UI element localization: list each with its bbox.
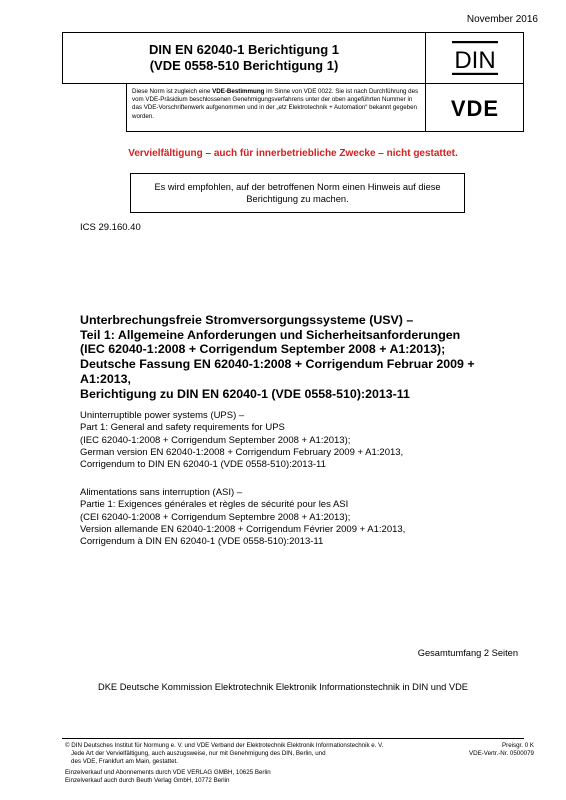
french-title: [80, 487, 540, 548]
german-title-line: (IEC 62040-1:2008 + Corrigendum September 2008 + A1:2013);: [80, 342, 446, 357]
copyright-line: des VDE, Frankfurt am Main, gestattet.: [71, 758, 178, 766]
vde-logo: [438, 96, 512, 120]
vde-regulation-note: [126, 84, 426, 132]
english-title-line: (IEC 62040-1:2008 + Corrigendum September 2008 + A1:2013);: [80, 434, 351, 446]
vde-logo-box: [426, 84, 524, 132]
footer-divider: [62, 738, 524, 739]
english-title-line: Part 1: General and safety requirements for UPS: [80, 422, 285, 434]
french-title-line: Alimentations sans interruption (ASI) –: [80, 487, 243, 498]
german-title-line: Deutsche Fassung EN 62040-1:2008 + Corrigendum Februar 2009 +: [80, 357, 475, 372]
sales-info: [65, 769, 271, 785]
copyright-line: © DIN Deutsches Institut für Normung e. V. und VDE Verband der Elektrotechnik Elektronik Informationstechnik e. V.: [65, 742, 384, 749]
price-group: Preisgr. 0 K: [502, 742, 534, 749]
french-title-line: Partie 1: Exigences générales et règles de sécurité pour les ASI: [80, 499, 349, 511]
copy-warning: Vervielfältigung – auch für innerbetriebliche Zwecke – nicht gestattet.: [128, 148, 458, 159]
french-title-line: (CEI 62040-1:2008 + Corrigendum Septembre 2008 + A1:2013);: [80, 511, 351, 523]
price-info: [469, 742, 534, 758]
copyright-line: Jede Art der Vervielfältigung, auch auszugsweise, nur mit Genehmigung des DIN, Berlin, und: [71, 750, 326, 758]
note-bold: VDE-Bestimmung: [212, 88, 265, 95]
english-title: [80, 410, 540, 471]
dke-commission: DKE Deutsche Kommission Elektrotechnik Elektronik Informationstechnik in DIN und VDE: [98, 682, 468, 692]
din-logo: [452, 40, 498, 76]
document-title-box: [62, 32, 426, 84]
ics-code: ICS 29.160.40: [80, 222, 141, 233]
issue-date: November 2016: [466, 14, 538, 25]
vde-contract-number: VDE-Vertr.-Nr. 0500079: [469, 750, 534, 758]
copyright-notice: [65, 742, 425, 767]
recommendation-text: Es wird empfohlen, auf der betroffenen Norm einen Hinweis auf diese Berichtigung zu machen.: [154, 182, 441, 204]
document-title: DIN EN 62040-1 Berichtigung 1: [149, 42, 339, 57]
german-title-line: Berichtigung zu DIN EN 62040-1 (VDE 0558-510):2013-11: [80, 386, 410, 401]
document-subtitle: (VDE 0558-510 Berichtigung 1): [149, 58, 339, 73]
din-logo-box: [426, 32, 524, 84]
vde-logo-text: VDE: [450, 95, 499, 120]
german-title: [80, 313, 540, 401]
english-title-line: Uninterruptible power systems (UPS) –: [80, 410, 245, 421]
english-title-line: Corrigendum to DIN EN 62040-1 (VDE 0558-510):2013-11: [80, 459, 326, 471]
german-title-line: Teil 1: Allgemeine Anforderungen und Sicherheitsanforderungen: [80, 327, 461, 342]
french-title-line: Corrigendum à DIN EN 62040-1 (VDE 0558-510):2013-11: [80, 536, 324, 548]
sales-line: Einzelverkauf und Abonnements durch VDE VERLAG GMBH, 10625 Berlin: [65, 769, 271, 776]
english-title-line: German version EN 62040-1:2008 + Corrigendum February 2009 + A1:2013,: [80, 446, 404, 458]
note-rest: im Sinne von VDE 0022. Sie ist nach Durchführung des vom VDE-Präsidium beschlossenen Genehmigungsverfahrens unter der oben angeführten Nummer in das VDE-Vorschriftenwerk aufgenommen und in der „etz Elektrotechnik + Automation“ bekannt gegeben worden.: [132, 88, 419, 120]
note-prefix: Diese Norm ist zugleich eine: [132, 88, 213, 95]
german-title-line: Unterbrechungsfreie Stromversorgungssysteme (USV) –: [80, 313, 414, 327]
recommendation-box: [130, 173, 465, 213]
sales-line: Einzelverkauf auch durch Beuth Verlag GmbH, 10772 Berlin: [65, 777, 230, 785]
page-count: Gesamtumfang 2 Seiten: [417, 648, 518, 658]
french-title-line: Version allemande EN 62040-1:2008 + Corrigendum Février 2009 + A1:2013,: [80, 523, 406, 535]
german-title-line: A1:2013,: [80, 371, 131, 386]
din-logo-text: DIN: [453, 47, 496, 74]
